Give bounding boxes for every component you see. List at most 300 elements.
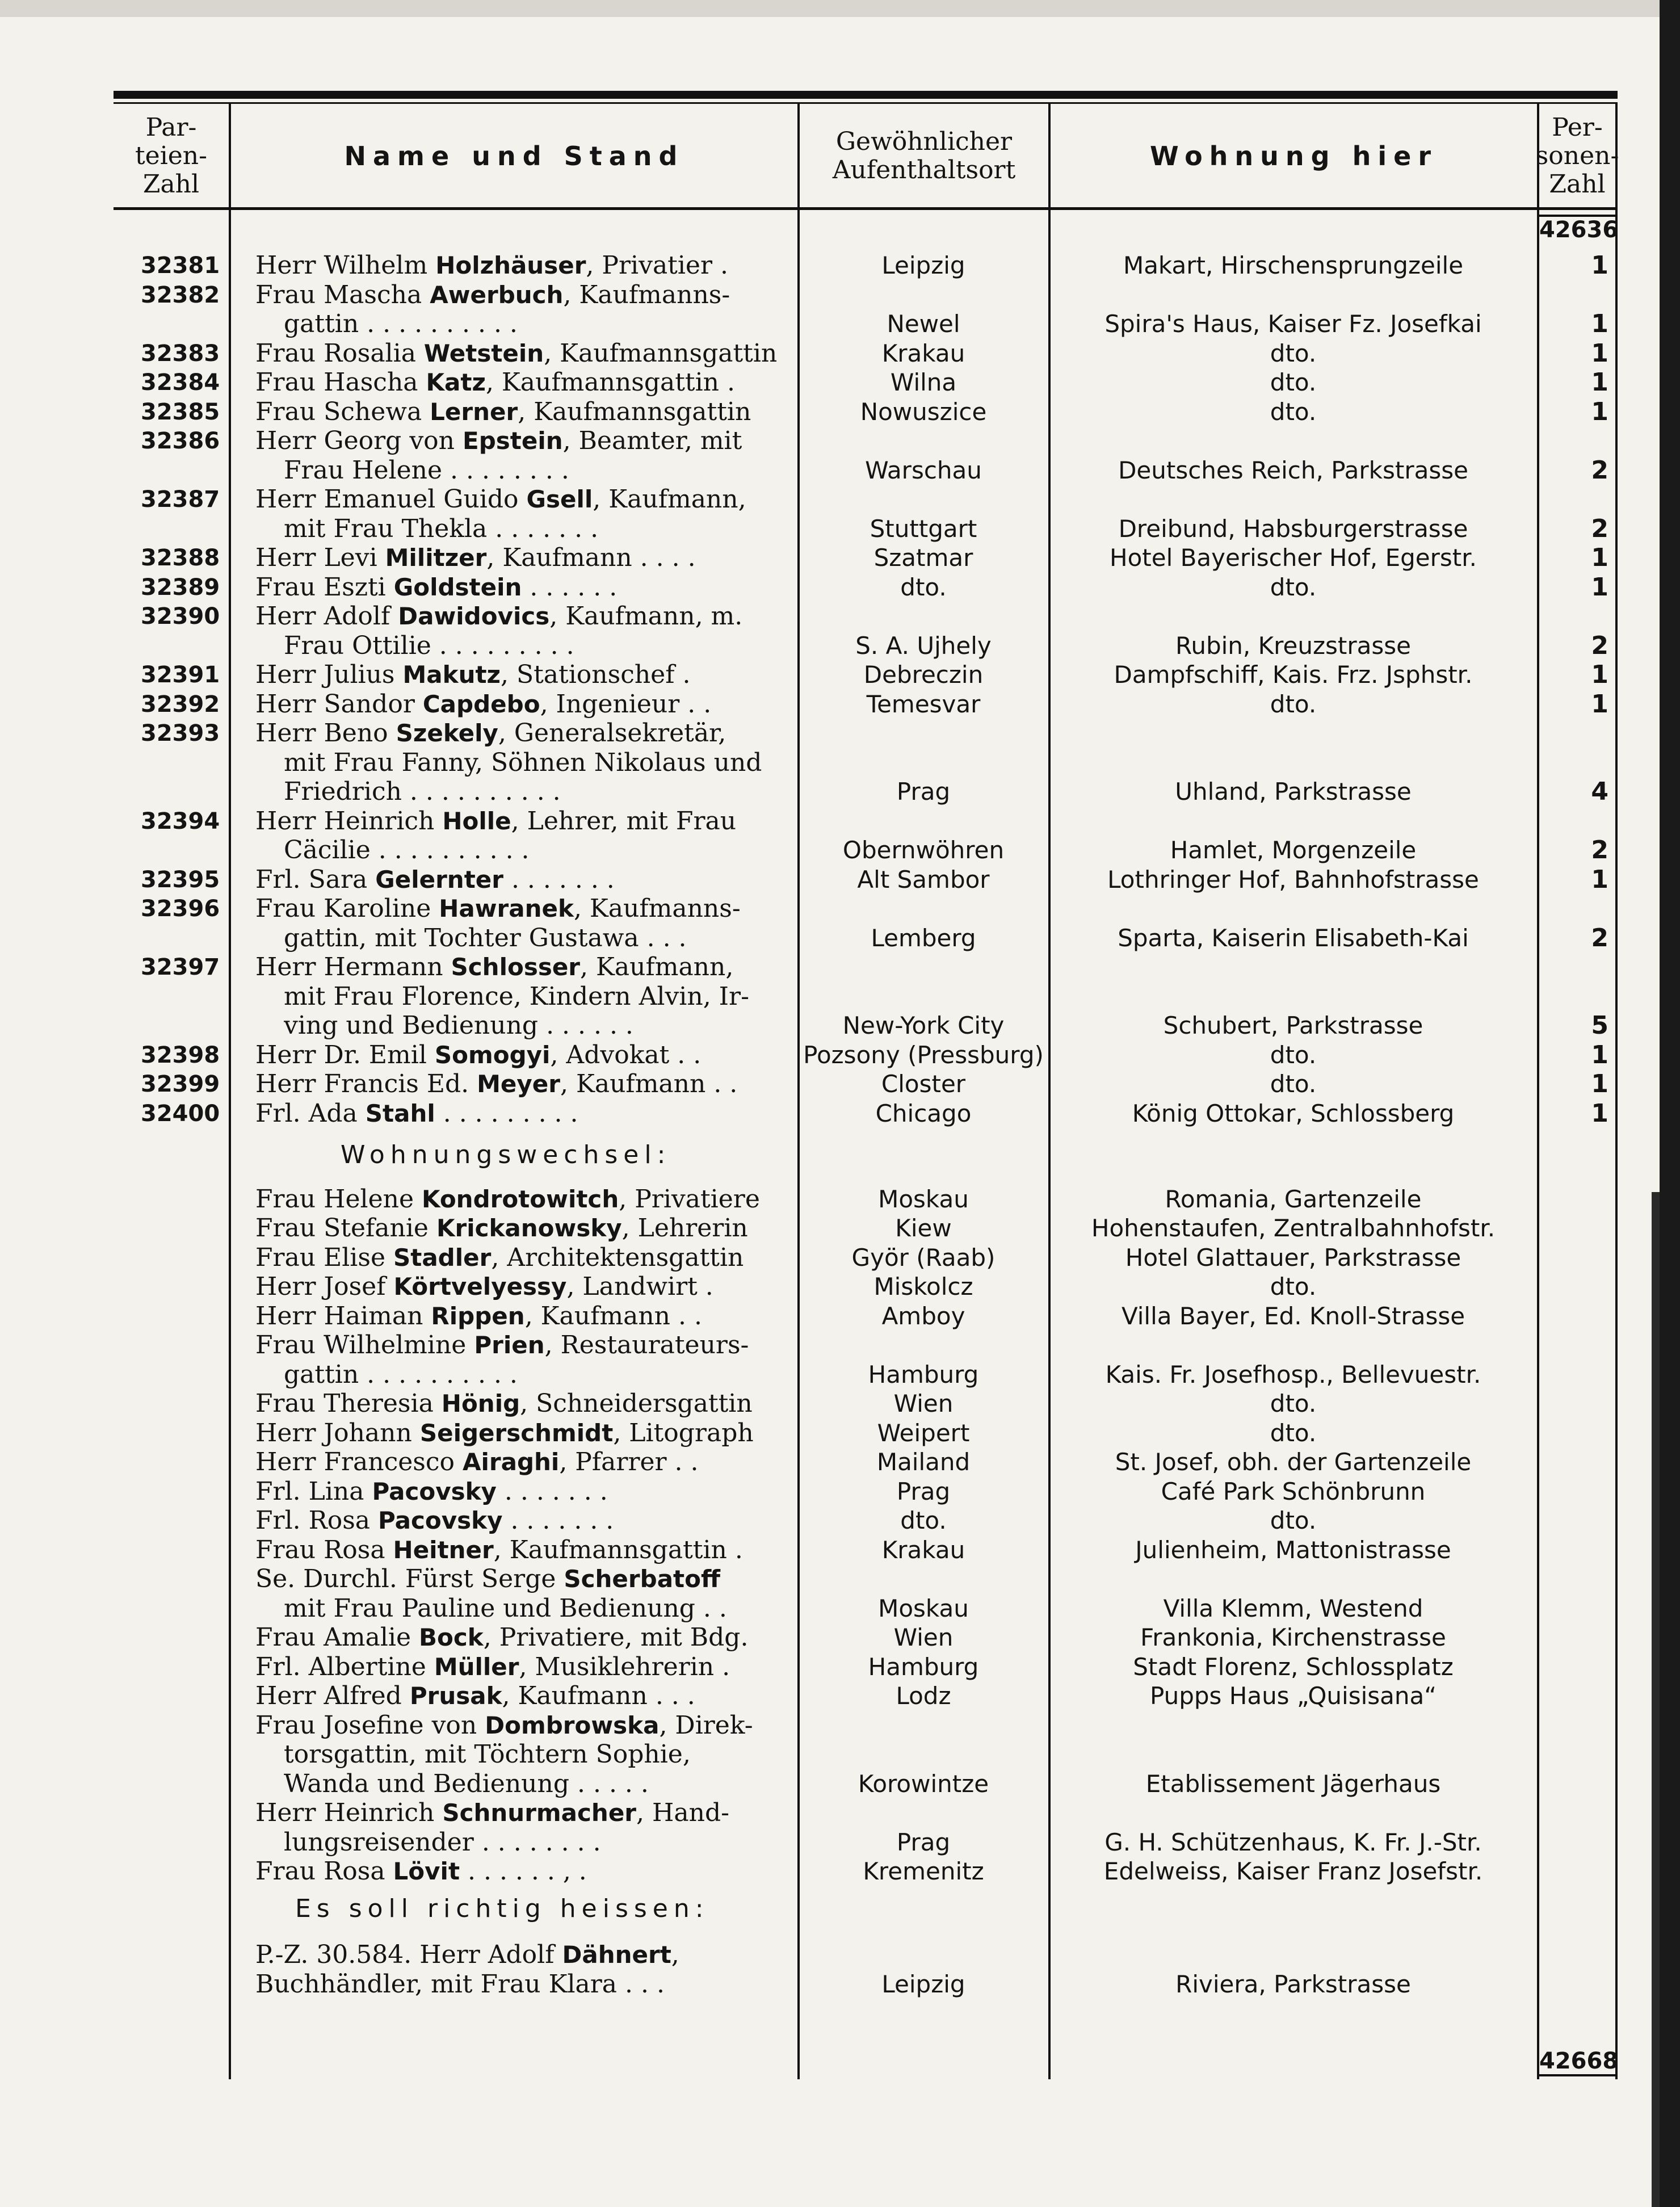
name-continuation: lungsreisender . . . . . . . . — [284, 1827, 601, 1857]
surname: Prusak — [409, 1682, 502, 1710]
surname: Gelernter — [375, 865, 503, 893]
surname: Awerbuch — [430, 280, 564, 309]
name-prefix: Herr Heinrich — [255, 1798, 443, 1827]
name-continuation: Frau Ottilie . . . . . . . . . — [284, 631, 574, 660]
table-row — [0, 1535, 1680, 1565]
personen-zahl — [1539, 251, 1615, 280]
table-row — [0, 777, 1680, 807]
name-prefix: Frl. Ada — [255, 1098, 366, 1128]
parteien-zahl: 32400 — [141, 1100, 220, 1127]
table-row — [0, 573, 1680, 602]
name-rest: , Kaufmann, m. — [549, 602, 743, 631]
wohnung: Hohenstaufen, Zentralbahnhofstr. — [1091, 1214, 1496, 1242]
aufenthaltsort: Chicago — [875, 1099, 972, 1127]
personen-zahl — [1539, 397, 1615, 427]
name-rest: , Architektensgattin — [491, 1243, 744, 1272]
header-personen-zahl: Per- sonen- Zahl — [1535, 113, 1619, 199]
name-und-stand — [255, 1535, 795, 1565]
parteien-zahl: 32399 — [141, 1071, 220, 1097]
name-prefix: Herr Heinrich — [255, 806, 443, 836]
wohnung: dto. — [1270, 368, 1317, 396]
table-row — [0, 1447, 1680, 1477]
table-row — [0, 719, 1680, 748]
personen-zahl-value: 1 — [1591, 660, 1608, 689]
parteien-zahl: 32389 — [141, 574, 220, 601]
name-prefix: Frau Rosalia — [255, 338, 424, 368]
aufenthaltsort: Krakau — [881, 339, 965, 367]
name-prefix: Frau Elise — [255, 1243, 393, 1272]
name-und-stand — [255, 1798, 795, 1828]
name-und-stand — [255, 1506, 795, 1535]
name-und-stand — [255, 1214, 795, 1243]
name-und-stand — [255, 1302, 795, 1331]
personen-zahl-value: 1 — [1591, 251, 1608, 280]
name-prefix: Frau Theresia — [255, 1389, 442, 1418]
wohnung: Frankonia, Kirchenstrasse — [1140, 1623, 1446, 1651]
parteien-zahl: 32388 — [141, 545, 220, 571]
section-wohnungswechsel: Wohnungswechsel: — [341, 1140, 671, 1169]
page-edge-top — [0, 0, 1680, 17]
aufenthaltsort: Obernwöhren — [842, 836, 1005, 864]
correction-address: Riviera, Parkstrasse — [1175, 1970, 1411, 1998]
wohnung: Romania, Gartenzeile — [1165, 1185, 1422, 1213]
name-und-stand — [255, 1564, 795, 1594]
name-rest: , Lehrer, mit Frau — [511, 806, 737, 836]
parteien-zahl: 32390 — [141, 603, 220, 630]
personen-zahl-value: 1 — [1591, 368, 1608, 397]
name-prefix: Frau Hascha — [255, 368, 426, 397]
parteien-zahl: 32395 — [141, 866, 220, 893]
name-rest: , Hand- — [636, 1798, 729, 1827]
name-continuation: ving und Bedienung . . . . . . — [284, 1011, 633, 1040]
surname: Airaghi — [462, 1448, 560, 1476]
surname: Kondrotowitch — [422, 1185, 619, 1213]
personen-zahl — [1539, 865, 1615, 895]
wohnung: Rubin, Kreuzstrasse — [1175, 631, 1411, 660]
surname: Katz — [426, 368, 486, 396]
name-und-stand — [255, 426, 795, 456]
name-prefix: Frau Mascha — [255, 280, 430, 309]
name-prefix: Frau Karoline — [255, 894, 439, 923]
name-und-stand — [255, 1185, 795, 1214]
name-rest: , Beamter, mit — [562, 426, 742, 455]
correction-row — [0, 1940, 1680, 1970]
aufenthaltsort: Temesvar — [866, 690, 981, 718]
table-row — [0, 1711, 1680, 1740]
name-prefix: Herr Francis Ed. — [255, 1069, 477, 1098]
header-rule-bottom — [114, 207, 1618, 210]
name-rest: , Generalsekretär, — [498, 719, 726, 748]
table-row — [0, 280, 1680, 310]
name-und-stand — [255, 1447, 795, 1477]
parteien-zahl: 32381 — [141, 253, 220, 279]
personen-zahl-value: 1 — [1591, 865, 1608, 894]
surname: Dawidovics — [398, 602, 550, 630]
aufenthaltsort: Wien — [893, 1623, 954, 1651]
name-und-stand — [255, 1419, 795, 1448]
surname: Capdebo — [422, 690, 540, 718]
aufenthaltsort: Szatmar — [873, 544, 973, 572]
total-start: 42636 — [1537, 215, 1618, 243]
name-rest: , Kaufmann, — [593, 485, 746, 514]
header-name-und-stand: Name und Stand — [344, 141, 684, 171]
name-prefix: Frau Wilhelmine — [255, 1331, 474, 1360]
name-continuation: Friedrich . . . . . . . . . . — [284, 777, 561, 806]
table-row — [0, 368, 1680, 397]
name-prefix: Frau Eszti — [255, 572, 394, 602]
personen-zahl — [1539, 1099, 1615, 1128]
surname: Dombrowska — [485, 1711, 660, 1739]
wohnung: dto. — [1270, 1040, 1317, 1069]
table-row — [0, 1798, 1680, 1828]
name-continuation: mit Frau Thekla . . . . . . . — [284, 514, 599, 543]
name-rest: , Ingenieur . . — [540, 689, 712, 719]
wohnung: Hotel Bayerischer Hof, Egerstr. — [1109, 544, 1477, 572]
wohnung: Villa Klemm, Westend — [1163, 1594, 1423, 1622]
name-prefix: Se. Durchl. Fürst Serge — [255, 1564, 564, 1593]
personen-zahl — [1539, 924, 1615, 953]
name-und-stand — [255, 485, 795, 514]
parteien-zahl: 32391 — [141, 662, 220, 688]
name-und-stand — [255, 1243, 795, 1273]
table-row — [0, 894, 1680, 924]
name-continuation: mit Frau Fanny, Söhnen Nikolaus und — [284, 748, 762, 777]
wohnung: Lothringer Hof, Bahnhofstrasse — [1107, 865, 1479, 893]
name-und-stand — [255, 397, 795, 427]
aufenthaltsort: Alt Sambor — [857, 865, 990, 893]
name-rest: , Kaufmann . . . . — [486, 543, 696, 572]
surname: Hawranek — [439, 895, 574, 922]
name-prefix: Herr Julius — [255, 660, 403, 689]
surname: Lerner — [430, 397, 518, 426]
name-und-stand — [255, 719, 795, 748]
table-row — [0, 602, 1680, 631]
personen-zahl-value: 1 — [1591, 309, 1608, 338]
aufenthaltsort: Leipzig — [881, 251, 965, 279]
name-und-stand — [255, 280, 795, 310]
personen-zahl — [1539, 368, 1615, 397]
personen-zahl — [1539, 690, 1615, 719]
personen-zahl — [1539, 456, 1615, 485]
name-prefix: Herr Adolf — [255, 602, 398, 631]
personen-zahl-value: 1 — [1591, 689, 1608, 719]
name-und-stand — [255, 1099, 795, 1128]
surname: Rippen — [431, 1302, 525, 1330]
surname: Müller — [434, 1652, 519, 1681]
name-prefix: Herr Georg von — [255, 426, 463, 455]
aufenthaltsort: Lemberg — [871, 924, 976, 952]
name-rest: . . . . . . — [522, 572, 618, 602]
table-row — [0, 1331, 1680, 1360]
name-rest: , Kaufmanns- — [573, 894, 741, 923]
personen-zahl — [1539, 777, 1615, 807]
personen-zahl-value: 2 — [1591, 631, 1608, 660]
name-prefix: Herr Levi — [255, 543, 385, 572]
name-und-stand — [255, 953, 795, 982]
aufenthaltsort: Prag — [896, 1828, 951, 1856]
name-prefix: Frl. Albertine — [255, 1652, 434, 1681]
table-row — [0, 660, 1680, 690]
aufenthaltsort: Mailand — [876, 1448, 971, 1476]
surname: Stahl — [365, 1099, 435, 1127]
name-prefix: Herr Francesco — [255, 1447, 463, 1476]
total-end: 42668 — [1537, 2048, 1618, 2076]
table-row — [0, 1040, 1680, 1070]
section-es-soll-richtig-heissen: Es soll richtig heissen: — [295, 1894, 709, 1923]
name-und-stand — [255, 368, 795, 397]
aufenthaltsort: Korowintze — [858, 1769, 989, 1798]
surname: Hönig — [441, 1390, 520, 1417]
parteien-zahl: 32397 — [141, 954, 220, 980]
parteien-zahl: 32396 — [141, 896, 220, 922]
table-row — [0, 865, 1680, 895]
personen-zahl-value: 2 — [1591, 514, 1608, 543]
wohnung: dto. — [1270, 1273, 1317, 1300]
name-prefix: Frl. Lina — [255, 1476, 372, 1506]
name-rest: , Kaufmann . . . — [502, 1681, 695, 1710]
correction-surname: Dähnert — [562, 1941, 671, 1969]
aufenthaltsort: Amboy — [881, 1302, 965, 1330]
name-und-stand — [255, 660, 795, 690]
table-row — [0, 251, 1680, 280]
name-und-stand — [255, 1623, 795, 1652]
surname: Goldstein — [393, 573, 522, 601]
personen-zahl-value: 4 — [1591, 777, 1608, 806]
parteien-zahl: 32387 — [141, 486, 220, 513]
wohnung: G. H. Schützenhaus, K. Fr. J.-Str. — [1104, 1828, 1482, 1856]
aufenthaltsort: Kremenitz — [863, 1857, 984, 1885]
table-row — [0, 1214, 1680, 1243]
personen-zahl-value: 1 — [1591, 397, 1608, 426]
aufenthaltsort: dto. — [900, 573, 947, 601]
name-rest: , Privatier . — [586, 251, 728, 280]
name-prefix: Herr Wilhelm — [255, 251, 436, 280]
aufenthaltsort: S. A. Ujhely — [855, 631, 992, 660]
personen-zahl-value: 1 — [1591, 338, 1608, 368]
table-row — [0, 514, 1680, 544]
wohnung: Sparta, Kaiserin Elisabeth-Kai — [1118, 924, 1469, 952]
wohnung: dto. — [1270, 1390, 1317, 1417]
name-prefix: Frl. Sara — [255, 865, 376, 894]
name-prefix: Frau Helene — [255, 1184, 422, 1214]
name-und-stand — [255, 1272, 795, 1302]
parteien-zahl: 32386 — [141, 428, 220, 454]
aufenthaltsort: Moskau — [878, 1185, 969, 1213]
name-prefix: Herr Dr. Emil — [255, 1040, 435, 1069]
surname: Lövit — [393, 1857, 460, 1885]
table-row — [0, 631, 1680, 661]
table-row — [0, 1011, 1680, 1040]
name-und-stand — [255, 690, 795, 719]
name-und-stand — [255, 602, 795, 631]
name-prefix: Herr Emanuel Guido — [255, 485, 527, 514]
name-und-stand — [255, 1857, 795, 1886]
table-row — [0, 1389, 1680, 1419]
wohnung: dto. — [1270, 397, 1317, 426]
aufenthaltsort: New-York City — [842, 1012, 1005, 1039]
aufenthaltsort: Kiew — [895, 1214, 952, 1242]
wohnung: König Ottokar, Schlossberg — [1132, 1099, 1455, 1127]
aufenthaltsort: Warschau — [865, 456, 982, 484]
name-continuation: mit Frau Florence, Kindern Alvin, Ir- — [284, 981, 749, 1011]
name-und-stand — [255, 894, 795, 924]
aufenthaltsort: Prag — [896, 1477, 951, 1505]
name-prefix: Herr Johann — [255, 1418, 420, 1447]
name-rest: . . . . . . . — [503, 865, 615, 894]
parteien-zahl: 32393 — [141, 720, 220, 746]
name-rest: , Kaufmannsgattin — [518, 397, 751, 426]
name-rest: , Lehrerin — [621, 1214, 748, 1243]
table-row — [0, 1652, 1680, 1682]
table-row — [0, 836, 1680, 865]
surname: Schnurmacher — [442, 1799, 637, 1827]
header-wohnung-hier: Wohnung hier — [1149, 141, 1438, 171]
name-rest: , Pfarrer . . — [559, 1447, 699, 1476]
name-continuation: mit Frau Pauline und Bedienung . . — [284, 1593, 727, 1623]
parteien-zahl: 32383 — [141, 340, 220, 367]
parteien-zahl: 32382 — [141, 282, 220, 308]
personen-zahl-value: 2 — [1591, 836, 1608, 865]
surname: Szekely — [396, 719, 498, 747]
table-row — [0, 748, 1680, 778]
correction-row — [0, 1970, 1680, 1999]
name-und-stand — [255, 1040, 795, 1070]
table-row — [0, 690, 1680, 719]
surname: Gsell — [526, 485, 593, 513]
wohnung: Villa Bayer, Ed. Knoll-Strasse — [1121, 1302, 1465, 1330]
name-prefix: Herr Hermann — [255, 953, 451, 981]
name-rest: . . . . . . . — [496, 1476, 608, 1506]
wohnung: Hamlet, Morgenzeile — [1170, 836, 1417, 864]
wohnung: Edelweiss, Kaiser Franz Josefstr. — [1103, 1857, 1483, 1885]
surname: Meyer — [477, 1070, 560, 1098]
table-row — [0, 1769, 1680, 1799]
name-prefix: Frl. Rosa — [255, 1506, 379, 1535]
parteien-zahl: 32392 — [141, 691, 220, 718]
name-prefix: Frau Rosa — [255, 1535, 393, 1564]
name-und-stand — [255, 1477, 795, 1507]
table-row — [0, 339, 1680, 368]
surname: Prien — [474, 1331, 545, 1359]
name-continuation: gattin . . . . . . . . . . — [284, 1360, 518, 1389]
aufenthaltsort: Debreczin — [863, 661, 984, 689]
table-row — [0, 1302, 1680, 1331]
surname: Pacovsky — [378, 1507, 503, 1534]
wohnung: dto. — [1270, 1507, 1317, 1534]
name-und-stand — [255, 1681, 795, 1711]
table-row — [0, 1272, 1680, 1302]
name-rest: . . . . . . . . . — [435, 1098, 578, 1128]
wohnung: Stadt Florenz, Schlossplatz — [1133, 1652, 1454, 1681]
table-row — [0, 1185, 1680, 1214]
parteien-zahl: 32384 — [141, 370, 220, 396]
name-rest: , Schneidersgattin — [520, 1389, 753, 1418]
surname: Pacovsky — [372, 1477, 497, 1505]
wohnung: Schubert, Parkstrasse — [1163, 1012, 1423, 1039]
personen-zahl — [1539, 543, 1615, 573]
parteien-zahl: 32394 — [141, 808, 220, 834]
personen-zahl — [1539, 1040, 1615, 1070]
aufenthaltsort: Pozsony (Pressburg) — [803, 1040, 1044, 1069]
name-und-stand — [255, 1711, 795, 1740]
personen-zahl-value: 1 — [1591, 572, 1608, 602]
table-row — [0, 1506, 1680, 1535]
wohnung: Dampfschiff, Kais. Frz. Jsphstr. — [1114, 661, 1473, 689]
correction-city: Leipzig — [881, 1970, 965, 1998]
name-prefix: Frau Josefine von — [255, 1710, 485, 1740]
name-rest: , Kaufmann . . — [524, 1301, 702, 1331]
personen-zahl — [1539, 309, 1615, 339]
surname: Militzer — [385, 544, 487, 572]
table-row — [0, 1477, 1680, 1507]
table-row — [0, 953, 1680, 982]
personen-zahl-value: 1 — [1591, 1098, 1608, 1128]
name-und-stand — [255, 251, 795, 280]
parteien-zahl: 32398 — [141, 1042, 220, 1068]
name-rest: , Privatiere — [619, 1184, 760, 1214]
name-und-stand — [255, 339, 795, 368]
personen-zahl — [1539, 631, 1615, 661]
aufenthaltsort: Hamburg — [868, 1360, 979, 1388]
table-row — [0, 309, 1680, 339]
name-prefix: Herr Beno — [255, 719, 396, 748]
name-und-stand — [255, 1389, 795, 1419]
surname: Holzhäuser — [435, 251, 586, 279]
surname: Stadler — [393, 1243, 492, 1272]
wohnung: Makart, Hirschensprungzeile — [1123, 251, 1464, 279]
surname: Seigerschmidt — [419, 1419, 614, 1447]
table-row — [0, 1828, 1680, 1857]
aufenthaltsort: dto. — [900, 1507, 947, 1534]
name-continuation: gattin, mit Tochter Gustawa . . . — [284, 923, 687, 953]
table-row — [0, 1564, 1680, 1594]
aufenthaltsort: Lodz — [896, 1682, 951, 1710]
aufenthaltsort: Györ (Raab) — [851, 1243, 996, 1272]
name-rest: , Kaufmanns- — [563, 280, 730, 309]
name-und-stand — [255, 865, 795, 895]
aufenthaltsort: Miskolcz — [873, 1273, 973, 1300]
surname: Schlosser — [451, 953, 581, 981]
name-rest: , Advokat . . — [550, 1040, 702, 1069]
table-row — [0, 1419, 1680, 1448]
table-row — [0, 426, 1680, 456]
name-continuation: Frau Helene . . . . . . . . — [284, 455, 569, 485]
table-row — [0, 456, 1680, 485]
name-und-stand — [255, 807, 795, 836]
aufenthaltsort: Newel — [887, 310, 960, 338]
table-row — [0, 924, 1680, 953]
aufenthaltsort: Krakau — [881, 1535, 965, 1564]
name-rest: , Kaufmannsgattin . — [485, 368, 735, 397]
correction-name — [255, 1940, 795, 1970]
personen-zahl — [1539, 573, 1615, 602]
name-rest: , Kaufmann, — [580, 953, 734, 981]
surname: Somogyi — [434, 1040, 551, 1069]
table-row — [0, 1594, 1680, 1623]
wohnung: dto. — [1270, 690, 1317, 718]
name-und-stand — [255, 1069, 795, 1099]
name-prefix: Frau Schewa — [255, 397, 430, 426]
wohnung: Kais. Fr. Josefhosp., Bellevuestr. — [1105, 1360, 1481, 1388]
personen-zahl-value: 2 — [1591, 923, 1608, 953]
table-row — [0, 1681, 1680, 1711]
table-row — [0, 807, 1680, 836]
wohnung: Café Park Schönbrunn — [1161, 1477, 1426, 1505]
table-row — [0, 1857, 1680, 1886]
personen-zahl — [1539, 660, 1615, 690]
name-continuation: Cäcilie . . . . . . . . . . — [284, 836, 530, 865]
name-rest: , Kaufmannsgattin . — [493, 1535, 743, 1564]
